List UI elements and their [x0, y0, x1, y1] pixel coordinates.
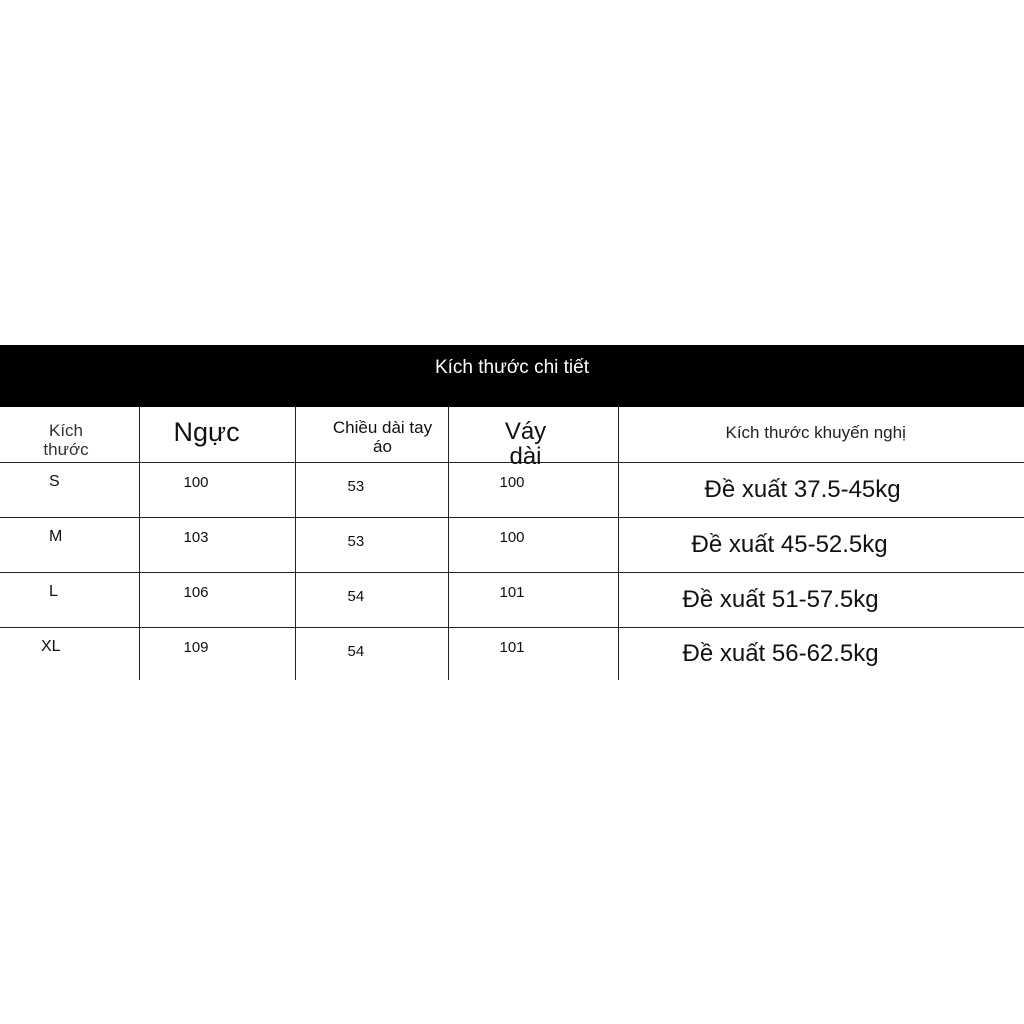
cell-size: S: [0, 462, 139, 517]
cell-chest: 103: [139, 517, 295, 572]
cell-sleeve: 54: [295, 572, 448, 627]
cell-size: M: [0, 517, 139, 572]
page-title: Kích thước chi tiết: [434, 357, 589, 378]
cell-chest: 100: [139, 462, 295, 517]
cell-recommendation: Đề xuất 56-62.5kg: [682, 639, 879, 667]
cell-size: L: [0, 572, 139, 627]
header-chest: Ngực: [139, 407, 295, 462]
header-dress-length: Váy dài: [448, 407, 618, 462]
table-row: [0, 517, 1024, 572]
cell-dress-length: 100: [448, 517, 618, 572]
title-bar: [0, 345, 1024, 407]
table-row: [0, 572, 1024, 627]
cell-recommendation: Đề xuất 45-52.5kg: [618, 517, 1024, 572]
cell-sleeve: 54: [295, 627, 448, 680]
table-header-row: [0, 407, 1024, 462]
cell-sleeve: 53: [295, 517, 448, 572]
table-row: [0, 627, 1024, 680]
cell-recommendation: Đề xuất 37.5-45kg: [618, 462, 1024, 517]
header-sleeve-length: Chiều dài tay áo: [295, 407, 448, 462]
table-row: [0, 462, 1024, 517]
cell-dress-length: 101: [448, 572, 618, 627]
cell-dress-length: 100: [448, 462, 618, 517]
cell-size: XL: [0, 627, 139, 680]
size-table: [0, 407, 1024, 680]
cell-recommendation: Đề xuất 51-57.5kg: [618, 572, 1024, 627]
header-recommendation: Kích thước khuyến nghị: [618, 407, 1024, 462]
cell-sleeve: 53: [295, 462, 448, 517]
cell-chest: 109: [139, 627, 295, 680]
cell-dress-length: 101: [448, 627, 618, 680]
header-size: Kích thước: [0, 407, 139, 462]
cell-chest: 106: [139, 572, 295, 627]
